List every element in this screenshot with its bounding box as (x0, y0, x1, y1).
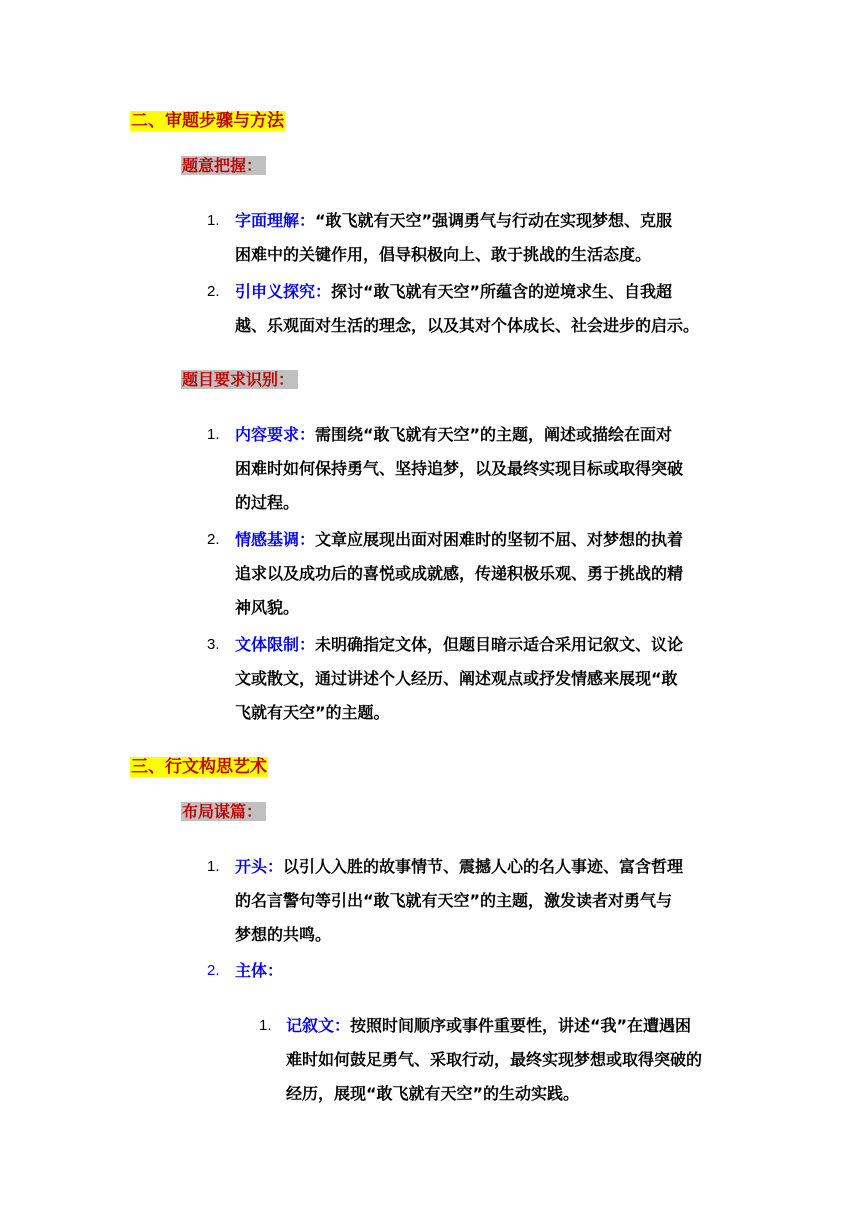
item-text: 神风貌。 (235, 598, 300, 617)
item-text: 经历，展现“敢飞就有天空”的生动实践。 (286, 1084, 580, 1103)
item-text: 文章应展现出面对困难时的坚韧不屈、对梦想的执着 (315, 530, 684, 549)
item-text: 梦想的共鸣。 (235, 925, 332, 944)
item-label: 引申义探究： (235, 282, 332, 301)
item-number: 2. (207, 962, 220, 979)
section-heading-3: 三、行文构思艺术 (131, 757, 267, 777)
item-number: 3. (207, 636, 220, 653)
item-text: 困难时如何保持勇气、坚持追梦，以及最终实现目标或取得突破 (235, 459, 684, 478)
item-label: 字面理解： (235, 211, 316, 230)
item-text: 越、乐观面对生活的理念，以及其对个体成长、社会进步的启示。 (235, 316, 700, 335)
item-text: 文或散文，通过讲述个人经历、阐述观点或抒发情感来展现“敢 (235, 669, 678, 688)
section-heading-2: 二、审题步骤与方法 (131, 111, 284, 131)
item-label: 内容要求： (235, 425, 316, 444)
item-label: 记叙文： (286, 1016, 351, 1035)
subheading-topic-grasp: 题意把握： (181, 156, 266, 175)
item-text: 的名言警句等引出“敢飞就有天空”的主题，激发读者对勇气与 (235, 891, 673, 910)
item-text: 困难中的关键作用，倡导积极向上、敢于挑战的生活态度。 (235, 245, 652, 264)
item-text: “敢飞就有天空”强调勇气与行动在实现梦想、克服 (315, 211, 673, 230)
item-text: 未明确指定文体，但题目暗示适合采用记叙文、议论 (315, 635, 684, 654)
item-label: 开头： (235, 857, 284, 876)
item-text: 追求以及成功后的喜悦或成就感，传递积极乐观、勇于挑战的精 (235, 564, 684, 583)
item-label: 情感基调： (235, 530, 316, 549)
item-text: 按照时间顺序或事件重要性，讲述“我”在遭遇困 (350, 1016, 692, 1035)
subheading-layout: 布局谋篇： (181, 802, 266, 821)
item-number: 1. (207, 426, 220, 443)
item-label: 主体： (235, 961, 284, 980)
item-text: 的过程。 (235, 493, 300, 512)
item-text: 飞就有天空”的主题。 (235, 703, 390, 722)
item-text: 以引人入胜的故事情节、震撼人心的名人事迹、富含哲理 (283, 857, 684, 876)
item-text: 难时如何鼓足勇气、采取行动，最终实现梦想或取得突破的 (286, 1050, 703, 1069)
subheading-requirements: 题目要求识别： (181, 370, 298, 389)
item-number: 2. (207, 531, 220, 548)
item-number: 1. (207, 212, 220, 229)
item-number: 1. (207, 858, 220, 875)
item-label: 文体限制： (235, 635, 316, 654)
item-number: 1. (259, 1017, 272, 1034)
item-text: 需围绕“敢飞就有天空”的主题，阐述或描绘在面对 (315, 425, 673, 444)
item-number: 2. (207, 283, 220, 300)
item-text: 探讨“敢飞就有天空”所蕴含的逆境求生、自我超 (331, 282, 673, 301)
